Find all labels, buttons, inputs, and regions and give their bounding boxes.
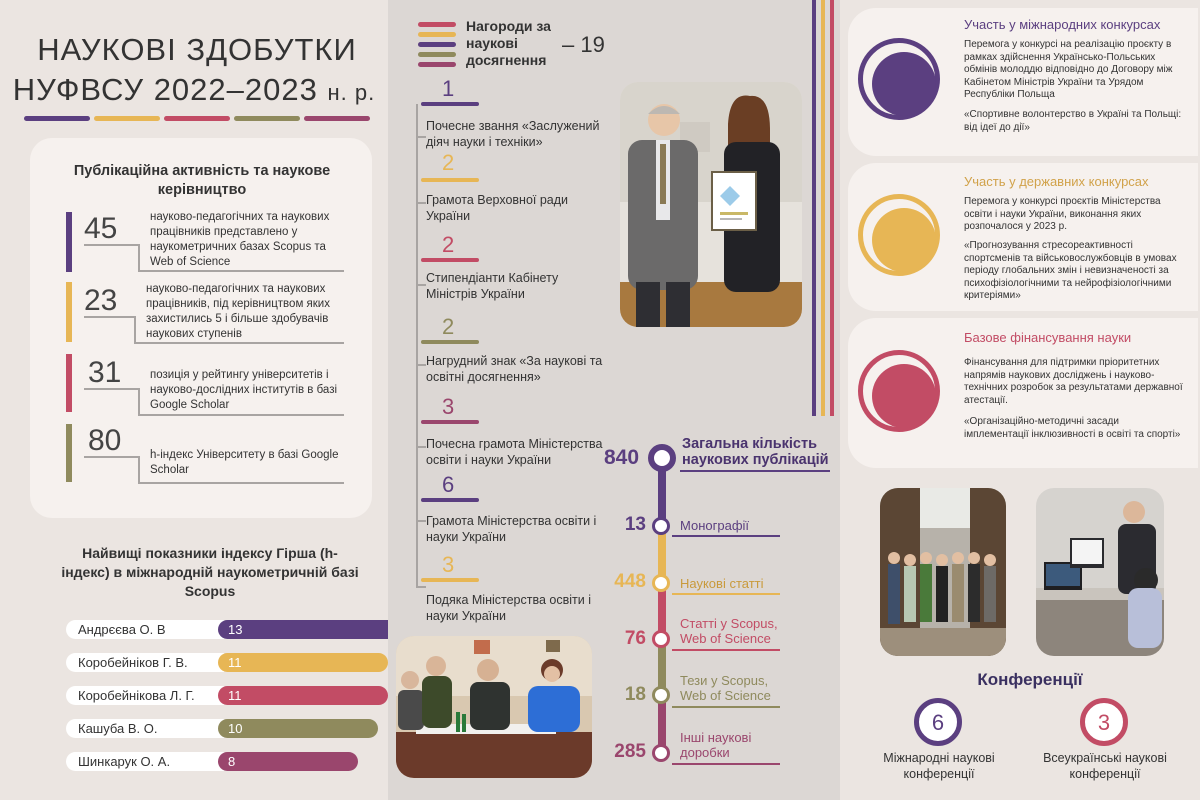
international-conferences-label: Міжнародні наукові конференції: [883, 751, 995, 781]
international-competitions-text: Перемога у конкурсі на реалізацію проєкту в рамках здійснення Українсько-Польських обмінів молоддю відповідно до Договору між Кабінетом Міністрів України та Урядом Республіки Польща: [964, 39, 1173, 100]
laboratory-photo: [1036, 488, 1164, 656]
hirsch-value-bar: 11: [218, 653, 388, 672]
stat-2-value: 23: [84, 284, 118, 317]
stat-3-text: позиція у рейтингу університетів і науково-дослідних інститутів в базі Google Scholar: [150, 369, 338, 411]
award-text: Стипендіанти Кабінету Міністрів України: [426, 271, 559, 301]
stat-1-line: [84, 244, 140, 246]
page-title-line2: [8, 72, 380, 108]
page-title-years: НУФВСУ 2022–2023: [12, 72, 318, 107]
national-conferences-label: Всеукраїнські наукові конференції: [1043, 751, 1167, 781]
timeline-node: [652, 574, 670, 592]
stat-3-elbow: [138, 388, 140, 416]
international-conferences-count: 6: [914, 698, 962, 746]
award-ceremony-illustration: [620, 82, 802, 327]
purple-ring-icon: [858, 38, 940, 120]
timeline-value: 18: [624, 684, 646, 705]
state-competitions-text: Перемога у конкурсі проєктів Міністерства освіти і науки України, виконання яких розпочалося у 2023 р.: [964, 196, 1161, 232]
award-text: Подяка Міністерства освіти і науки України: [426, 593, 591, 623]
page-title-suffix: н. р.: [327, 80, 376, 105]
stat-4-elbow: [138, 456, 140, 484]
award-tick: [416, 136, 426, 138]
award-bar: [421, 340, 479, 344]
timeline-node: [652, 630, 670, 648]
award-count: 2: [442, 150, 455, 175]
hirsch-name: Коробейнікова Л. Г.: [66, 686, 224, 705]
timeline-node: [652, 744, 670, 762]
award-tick: [416, 446, 426, 448]
stat-4-accent: [66, 424, 72, 482]
award-bar: [421, 420, 479, 424]
hirsch-name: Андрєєва О. В: [66, 620, 224, 639]
hirsch-name: Коробейніков Г. В.: [66, 653, 224, 672]
timeline-value: 285: [614, 741, 646, 762]
timeline-label: Інші наукові доробки: [680, 730, 752, 760]
library-group-photo: [880, 488, 1006, 656]
timeline-underline: [672, 706, 780, 708]
award-tick: [416, 364, 426, 366]
title-stripe-plum: [304, 116, 370, 121]
stat-4-text: h-індекс Університету в базі Google Scholar: [150, 449, 339, 476]
award-tick: [416, 520, 426, 522]
awards-stripe-yellow: [418, 32, 456, 37]
award-count: 3: [442, 394, 455, 419]
timeline-main-node: [648, 444, 676, 472]
yellow-ring-icon: [858, 194, 940, 276]
vertical-stripe-purple: [812, 0, 816, 416]
stat-2-underline: [134, 342, 344, 344]
award-text: Грамота Міністерства освіти і науки України: [426, 514, 597, 544]
stat-1-value: 45: [84, 212, 118, 245]
awards-total: – 19: [562, 32, 605, 57]
stat-4-value: 80: [88, 424, 122, 457]
national-conferences-count: 3: [1080, 698, 1128, 746]
stat-1-underline: [138, 270, 344, 272]
stat-2-text: науково-педагогічних та наукових працівників, під керівництвом яких захистились 5 і більше здобувачів наукових ступенів: [146, 283, 330, 340]
publications-total-value: 840: [604, 446, 640, 469]
publication-activity-title: Публікаційна активність та наукове керівництво: [73, 163, 331, 198]
title-stripe-purple: [24, 116, 90, 121]
title-stripe-olive: [234, 116, 300, 121]
awards-stripe-plum: [418, 62, 456, 67]
timeline-underline: [672, 763, 780, 765]
hirsch-value-bar: 8: [218, 752, 358, 771]
award-count: 1: [442, 76, 455, 101]
timeline-label: Статті у Scopus, Web of Science: [680, 616, 778, 646]
timeline-value: 13: [624, 514, 646, 535]
timeline-label: Монографії: [680, 518, 750, 533]
stat-3-line: [84, 388, 140, 390]
timeline-value: 448: [614, 571, 646, 592]
hirsch-value-bar: 13: [218, 620, 408, 639]
state-competitions-project: «Прогнозування стресореактивності спортсменів та військовослужбовців в умовах періоду глобальних змін і невизначеності за психофізіологічними та нейрофізіологічними критеріями»: [964, 240, 1177, 301]
awards-stripe-red: [418, 22, 456, 27]
stat-3-underline: [138, 414, 344, 416]
meeting-illustration: [396, 636, 592, 778]
vertical-stripe-yellow: [821, 0, 825, 416]
library-group-illustration: [880, 488, 1006, 656]
stat-2-line: [84, 316, 136, 318]
basic-funding-project: «Організаційно-методичні засади імплементації інклюзивності в освіті та спорті»: [964, 416, 1181, 440]
awards-title: Нагороди за наукові досягнення: [466, 18, 551, 68]
award-tick: [416, 284, 426, 286]
award-bar: [421, 578, 479, 582]
awards-stripe-purple: [418, 42, 456, 47]
publications-total-label: Загальна кількість наукових публікацій: [682, 436, 829, 468]
hirsch-name: Кашуба В. О.: [66, 719, 224, 738]
vertical-stripe-red: [830, 0, 834, 416]
timeline-value: 76: [624, 628, 646, 649]
title-stripe-red: [164, 116, 230, 121]
stat-4-line: [84, 456, 140, 458]
basic-funding-heading: Базове фінансування науки: [964, 330, 1132, 345]
stat-1-accent: [66, 212, 72, 272]
red-ring-icon: [858, 350, 940, 432]
award-tick: [416, 202, 426, 204]
timeline-underline: [672, 649, 780, 651]
award-count: 2: [442, 232, 455, 257]
stat-4-underline: [138, 482, 344, 484]
stat-1-text: науково-педагогічних та наукових працівників представлено у наукометричних базах Scopus та Web of Science: [150, 211, 330, 268]
title-stripe-yellow: [94, 116, 160, 121]
award-bar: [421, 498, 479, 502]
stat-2-accent: [66, 282, 72, 342]
publications-total-underline: [680, 470, 830, 472]
laboratory-illustration: [1036, 488, 1164, 656]
award-text: Нагрудний знак «За наукові та освітні досягнення»: [426, 354, 603, 384]
stat-3-accent: [66, 354, 72, 412]
award-text: Почесна грамота Міністерства освіти і науки України: [426, 437, 603, 467]
timeline-underline: [672, 593, 780, 595]
award-count: 2: [442, 314, 455, 339]
page-title-line1: НАУКОВІ ЗДОБУТКИ: [37, 32, 357, 67]
awards-stripe-olive: [418, 52, 456, 57]
meeting-photo: [396, 636, 592, 778]
hirsch-value-bar: 10: [218, 719, 378, 738]
hirsch-index-title: Найвищі показники індексу Гірша (h-індекс) в міжнародній наукометричній базі Scopus: [61, 545, 359, 599]
basic-funding-text: Фінансування для підтримки пріоритетних напрямів наукових досліджень і науково-технічних розробок за результатами державної атестації.: [964, 357, 1183, 406]
timeline-node: [652, 686, 670, 704]
award-bar: [421, 178, 479, 182]
timeline-node: [652, 517, 670, 535]
hirsch-value-bar: 11: [218, 686, 388, 705]
conferences-title: Конференції: [977, 670, 1083, 689]
international-competitions-heading: Участь у міжнародних конкурсах: [964, 17, 1161, 32]
hirsch-name: Шинкарук О. А.: [66, 752, 224, 771]
stat-1-elbow: [138, 244, 140, 272]
awards-spine: [416, 104, 418, 588]
timeline-underline: [672, 535, 780, 537]
award-count: 3: [442, 552, 455, 577]
award-ceremony-photo: [620, 82, 802, 327]
award-tick: [416, 586, 426, 588]
timeline-label: Наукові статті: [680, 576, 764, 591]
stat-3-value: 31: [88, 356, 122, 389]
award-bar: [421, 102, 479, 106]
timeline-label: Тези у Scopus, Web of Science: [680, 673, 771, 703]
state-competitions-heading: Участь у державних конкурсах: [964, 174, 1149, 189]
award-count: 6: [442, 472, 455, 497]
award-text: Почесне звання «Заслужений діяч науки і техніки»: [426, 119, 600, 149]
award-bar: [421, 258, 479, 262]
award-text: Грамота Верховної ради України: [426, 193, 569, 223]
stat-2-elbow: [134, 316, 136, 344]
international-competitions-project: «Спортивне волонтерство в Україні та Польщі: від ідеї до дії»: [964, 109, 1182, 133]
